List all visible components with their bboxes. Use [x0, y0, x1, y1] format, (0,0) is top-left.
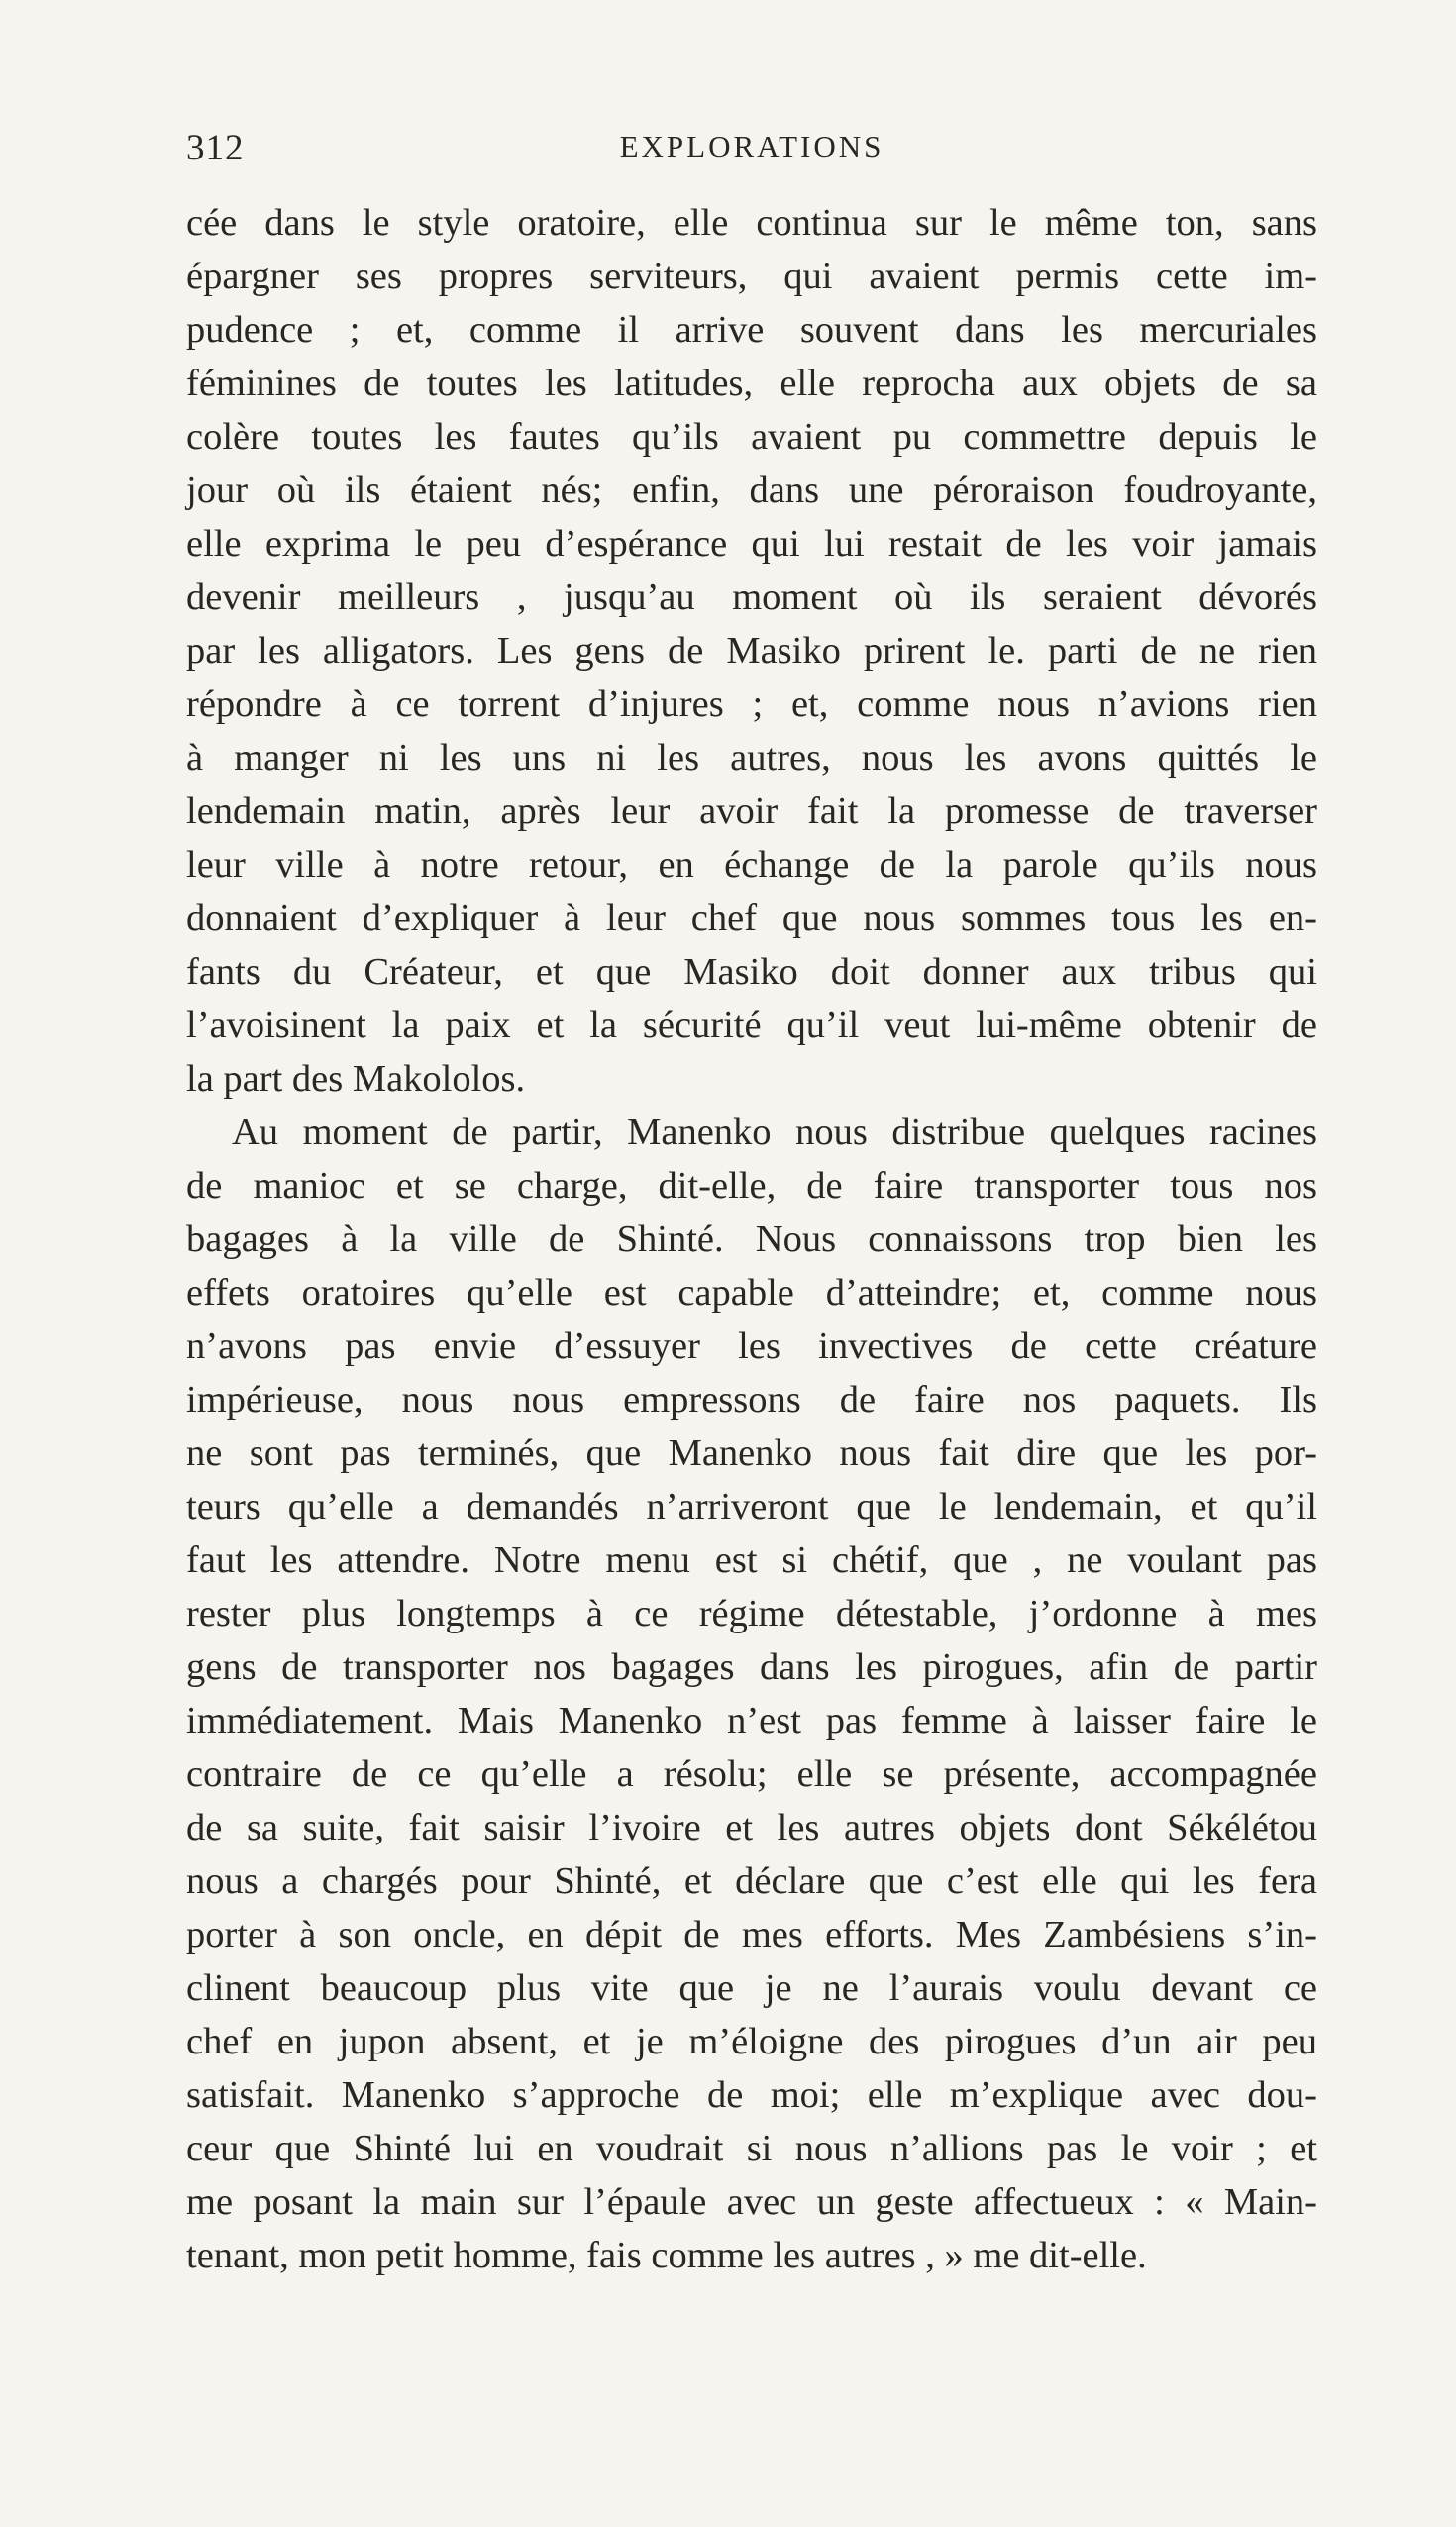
- text-line: faut les attendre. Notre menu est si chétif, que , ne voulant pas: [186, 1539, 1317, 1581]
- text-line: lendemain matin, après leur avoir fait la promesse de traverser: [186, 790, 1317, 832]
- text-line: contraire de ce qu’elle a résolu; elle se présente, accompagnée: [186, 1753, 1317, 1795]
- text-line: effets oratoires qu’elle est capable d’atteindre; et, comme nous: [186, 1272, 1317, 1314]
- text-line: jour où ils étaient nés; enfin, dans une péroraison foudroyante,: [186, 470, 1317, 511]
- text-line: répondre à ce torrent d’injures ; et, comme nous n’avions rien: [186, 684, 1317, 725]
- text-line: fants du Créateur, et que Masiko doit donner aux tribus qui: [186, 951, 1317, 993]
- text-line: ne sont pas terminés, que Manenko nous fait dire que les por-: [186, 1432, 1317, 1474]
- text-line: tenant, mon petit homme, fais comme les autres , » me dit-elle.: [186, 2235, 1147, 2276]
- body-text: [186, 196, 1317, 2282]
- text-line: impérieuse, nous nous empressons de faire nos paquets. Ils: [186, 1379, 1317, 1421]
- text-line: pudence ; et, comme il arrive souvent dans les mercuriales: [186, 309, 1317, 351]
- text-line: satisfait. Manenko s’approche de moi; elle m’explique avec dou-: [186, 2074, 1317, 2116]
- text-line: clinent beaucoup plus vite que je ne l’aurais voulu devant ce: [186, 1967, 1317, 2009]
- text-line: la part des Makololos.: [186, 1058, 526, 1100]
- page-header: [186, 127, 1317, 176]
- text-line: donnaient d’expliquer à leur chef que nous sommes tous les en-: [186, 897, 1317, 939]
- text-line: par les alligators. Les gens de Masiko prirent le. parti de ne rien: [186, 630, 1317, 672]
- text-line: à manger ni les uns ni les autres, nous les avons quittés le: [186, 737, 1317, 779]
- text-line: gens de transporter nos bagages dans les pirogues, afin de partir: [186, 1646, 1317, 1688]
- running-title: EXPLORATIONS: [619, 129, 884, 163]
- text-line: de manioc et se charge, dit-elle, de faire transporter tous nos: [186, 1165, 1317, 1207]
- text-line: chef en jupon absent, et je m’éloigne des pirogues d’un air peu: [186, 2021, 1317, 2062]
- text-line: colère toutes les fautes qu’ils avaient pu commettre depuis le: [186, 416, 1317, 458]
- text-line: bagages à la ville de Shinté. Nous connaissons trop bien les: [186, 1218, 1317, 1260]
- text-line: elle exprima le peu d’espérance qui lui restait de les voir jamais: [186, 523, 1317, 565]
- text-line: de sa suite, fait saisir l’ivoire et les autres objets dont Sékélétou: [186, 1807, 1317, 1848]
- text-line: me posant la main sur l’épaule avec un geste affectueux : « Main-: [186, 2181, 1317, 2223]
- text-line: n’avons pas envie d’essuyer les invectives de cette créature: [186, 1325, 1317, 1367]
- text-line: leur ville à notre retour, en échange de la parole qu’ils nous: [186, 844, 1317, 886]
- text-line: teurs qu’elle a demandés n’arriveront que le lendemain, et qu’il: [186, 1486, 1317, 1527]
- paragraph-1: [186, 196, 1317, 1106]
- text-line: rester plus longtemps à ce régime détestable, j’ordonne à mes: [186, 1593, 1317, 1634]
- text-line: immédiatement. Mais Manenko n’est pas femme à laisser faire le: [186, 1700, 1317, 1741]
- text-line: l’avoisinent la paix et la sécurité qu’il veut lui-même obtenir de: [186, 1004, 1317, 1046]
- text-line: nous a chargés pour Shinté, et déclare que c’est elle qui les fera: [186, 1860, 1317, 1902]
- text-line: épargner ses propres serviteurs, qui avaient permis cette im-: [186, 256, 1317, 297]
- page-number: 312: [186, 128, 245, 168]
- text-line: féminines de toutes les latitudes, elle reprocha aux objets de sa: [186, 363, 1317, 404]
- text-line: cée dans le style oratoire, elle continua sur le même ton, sans: [186, 202, 1317, 244]
- text-line: porter à son oncle, en dépit de mes efforts. Mes Zambésiens s’in-: [186, 1914, 1317, 1955]
- text-line: Au moment de partir, Manenko nous distribue quelques racines: [232, 1111, 1317, 1153]
- text-line: devenir meilleurs , jusqu’au moment où ils seraient dévorés: [186, 577, 1317, 618]
- paragraph-2: [186, 1106, 1317, 2282]
- text-line: ceur que Shinté lui en voudrait si nous n’allions pas le voir ; et: [186, 2128, 1317, 2169]
